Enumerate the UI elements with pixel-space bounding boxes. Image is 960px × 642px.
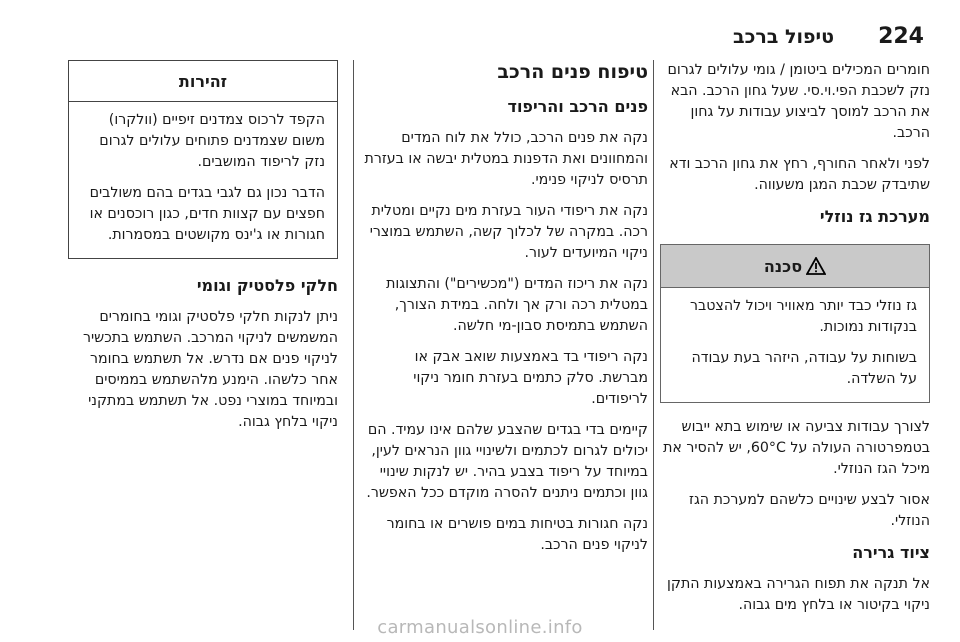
danger-box-header <box>661 245 929 288</box>
left-column <box>68 60 338 624</box>
section-title: טיפול ברכב <box>732 26 834 48</box>
paragraph: חומרים המכילים ביטומן / גומי עלולים לגרום נזק לשכבת הפי.וי.סי. שעל גחון הרכב. הבא את הרכב למוסך לביצוע עבודות על גחון הרכב. <box>667 62 930 141</box>
paragraph: ניתן לנקות חלקי פלסטיק וגומי בחומרים המשמשים לניקוי המרכב. השתמש בתכשיר לניקוי פנים אם נדרש. אל תשתמש בחומר אחר כלשהו. הימנע מלהשתמש בממיסים ובמיוחד במוצרי נפט. אל תשתמש במתקני ניקוי בלחץ גבוה. <box>82 309 338 430</box>
paragraph: לצורך עבודות צביעה או שימוש בתא ייבוש בטמפרטורה העולה על 60°C, יש להסיר את מיכל הגז הנוזלי. <box>663 419 930 477</box>
middle-column <box>364 60 648 624</box>
danger-text: בשוחות על עבודה, היזהר בעת עבודה על השלדה. <box>691 350 917 387</box>
paragraph: נקה ריפודי בד באמצעות שואב אבק או מברשת. סלק כתמים בעזרת חומר ניקוי לריפודים. <box>413 349 648 407</box>
towing-heading: ציוד גרירה <box>852 543 930 562</box>
column-divider <box>653 60 654 630</box>
column-divider <box>353 60 354 630</box>
interior-care-heading: טיפוח פנים הרכב <box>497 61 648 83</box>
danger-label: סכנה <box>763 256 803 276</box>
paragraph: נקה את ריכוז המדים ("מכשירים") והתצוגות במטלית רכה ורק אך ולחה. במידת הצורך, השתמש בתמיסת סבון-מי חלשה. <box>386 276 648 334</box>
caution-text: הדבר נכון גם לגבי בגדים בהם משולבים חפצים עם קצוות חדים, כגון רוכסנים או חגורות או ג'ינס מקושטים במסמרות. <box>89 185 325 243</box>
paragraph: אסור לבצע שינויים כלשהם למערכת הגז הנוזלי. <box>689 492 930 529</box>
danger-text: גז נוזלי כבד יותר מאוויר ויכול להצטבר בנקודות נמוכות. <box>690 298 917 335</box>
warning-triangle-icon <box>806 257 826 275</box>
watermark: carmanualsonline.info <box>377 617 583 638</box>
caution-box-header: זהירות <box>69 61 337 102</box>
paragraph: נקה את פנים הרכב, כולל את לוח המדים והמחוונים ואת הדפנות במטלית יבשה או בעזרת תרסיס לניקוי פנימי. <box>364 130 648 188</box>
paragraph: אל תנקה את תפוח הגרירה באמצעות התקן ניקוי בקיטור או בלחץ מים גבוה. <box>667 576 930 613</box>
paragraph: נקה חגורות בטיחות במים פושרים או בחומר לניקוי פנים הרכב. <box>386 516 648 553</box>
danger-box <box>660 244 930 403</box>
paragraph: לפני ולאחר החורף, רחץ את גחון הרכב ודא שתיבדק שכבת המגן משעווה. <box>669 156 930 193</box>
paragraph: קיימים בדי בגדים שהצבע שלהם אינו עמיד. הם יכולים לגרום לכתמים ולשינויי גוון הנראים לעין, במיוחד על ריפוד בצבע בהיר. יש לנקות שינויי גוון וכתמים ניתנים להסרה מוקדם ככל האפשר. <box>366 422 648 501</box>
right-column <box>660 60 930 624</box>
plastic-rubber-heading: חלקי פלסטיק וגומי <box>196 276 338 295</box>
page-number: 224 <box>878 24 924 49</box>
page-header <box>0 0 960 48</box>
paragraph: נקה את ריפודי העור בעזרת מים נקיים ומטלית רכה. במקרה של לכלוך קשה, השתמש במוצרי ניקוי המיועדים לעור. <box>369 203 648 261</box>
caution-text: הקפד לרכוס צמדנים זיפיים (וולקרו) משום שצמדנים פתוחים עלולים לגרום נזק לריפוד המושבים. <box>99 112 325 170</box>
caution-box <box>68 60 338 259</box>
interior-upholstery-subheading: פנים הרכב והריפוד <box>507 97 648 116</box>
gas-system-heading: מערכת גז נוזלי <box>819 207 930 226</box>
